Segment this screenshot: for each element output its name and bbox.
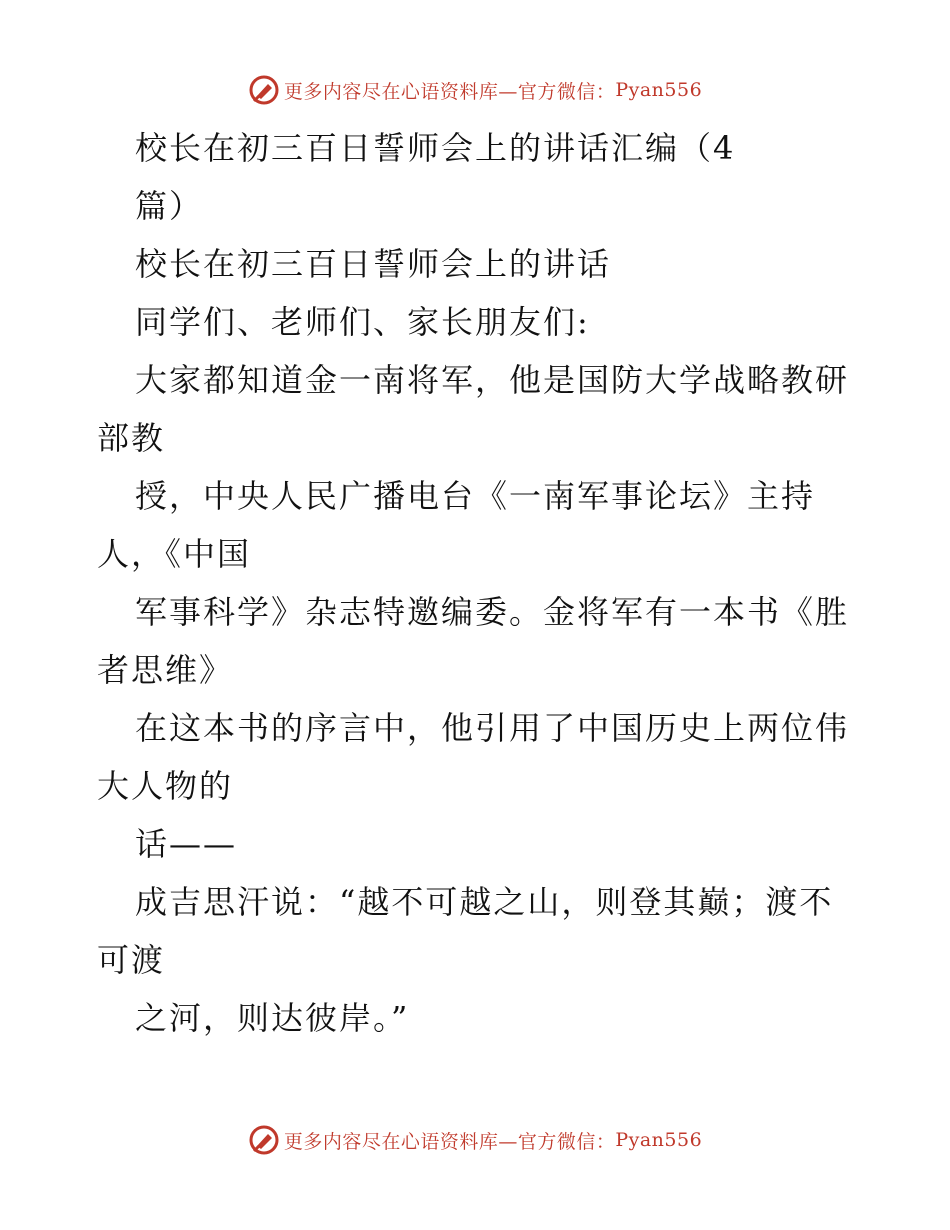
logo-icon [248, 74, 280, 106]
footer-watermark [0, 1120, 950, 1160]
logo-icon [248, 1124, 280, 1156]
paragraph-line: 授，中央人民广播电台《一南军事论坛》主持 [135, 477, 816, 515]
paragraph-line: 部教 [97, 419, 166, 457]
title-line-1: 校长在初三百日誓师会上的讲话汇编（4 [135, 129, 736, 167]
header-watermark-id: Pyan556 [615, 79, 703, 101]
paragraph-line: 可渡 [97, 941, 166, 979]
paragraph-line: 在这本书的序言中，他引用了中国历史上两位伟 [135, 709, 850, 747]
title-line-2: 篇） [135, 187, 204, 225]
footer-watermark-text: 更多内容尽在心语资料库—官方微信： [283, 1130, 616, 1153]
paragraph-line: 者思维》 [97, 651, 234, 689]
header-watermark-text: 更多内容尽在心语资料库—官方微信： [283, 80, 616, 103]
paragraph-line: 话—— [135, 825, 238, 863]
paragraph-line: 军事科学》杂志特邀编委。金将军有一本书《胜 [135, 593, 850, 631]
paragraph-line: 大家都知道金一南将军，他是国防大学战略教研 [135, 361, 850, 399]
paragraph-line: 成吉思汗说：“越不可越之山，则登其巅；渡不 [135, 883, 834, 921]
header-watermark [0, 70, 950, 110]
subtitle: 校长在初三百日誓师会上的讲话 [135, 245, 612, 283]
paragraph-line: 之河，则达彼岸。” [135, 999, 410, 1037]
paragraph-line: 大人物的 [97, 767, 234, 805]
footer-watermark-id: Pyan556 [615, 1129, 703, 1151]
paragraph-line: 人，《中国 [97, 535, 252, 573]
greeting: 同学们、老师们、家长朋友们: [135, 303, 590, 341]
